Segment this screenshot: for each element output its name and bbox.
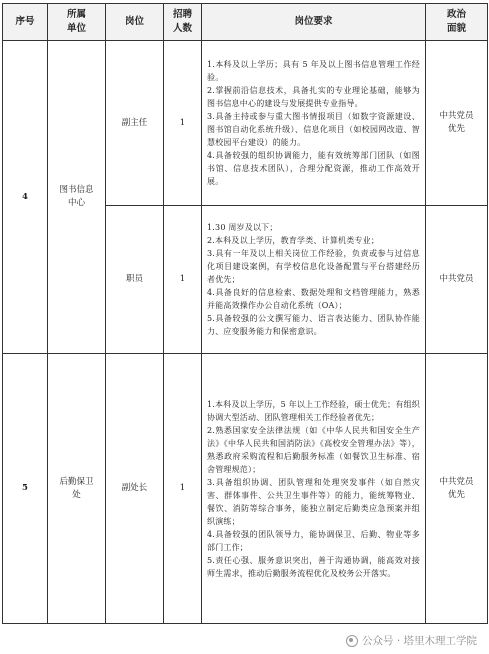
- watermark-text: 公众号 · 塔里木理工学院: [361, 635, 477, 647]
- row-seq: 5: [3, 354, 48, 624]
- table-row: [3, 354, 488, 624]
- requirement-item: 2.掌握前沿信息技术，具备扎实的专业理论基础，能够为图书信息中心的建设与发展提供专业指导。: [207, 86, 420, 108]
- requirement-item: 5.责任心强、服务意识突出，善于沟通协调，能高效对接师生需求，推动后勤服务流程优化及校务公开落实。: [207, 555, 420, 578]
- row-seq: 4: [3, 41, 48, 354]
- requirement-item: 3.具备组织协调、团队管理和处理突发事件（如自然灾害、群体事件、公共卫生事件等）的能力，能统筹物业、餐饮、消防等综合事务，能独立制定后勤类应急预案并组织演练；: [207, 477, 420, 526]
- requirement-item: 1.本科及以上学历，5 年以上工作经验，硕士优先；有组织协调大型活动、团队管理相关工作经验者优先；: [207, 399, 420, 422]
- requirement-item: 3.具有一年及以上相关岗位工作经验，负责或参与过信息化项目建设案例，有学校信息化设备配置与平台搭建经历者优先；: [207, 249, 420, 284]
- requirement-item: 1.30 周岁及以下；: [207, 223, 278, 232]
- header-politics: 政治 面貌: [426, 4, 488, 41]
- row-politics: 中共党员: [426, 206, 488, 354]
- header-count: 招聘 人数: [164, 4, 202, 41]
- row-requirements: [202, 206, 426, 354]
- header-position: 岗位: [106, 4, 164, 41]
- requirement-item: 2.本科及以上学历，教育学类、计算机类专业；: [207, 236, 380, 245]
- table-header-row: [3, 4, 488, 41]
- wechat-public-account-icon: [346, 635, 358, 647]
- row-unit: 后勤保卫 处: [48, 354, 106, 624]
- row-position: 副处长: [106, 354, 164, 624]
- row-requirements: [202, 354, 426, 624]
- row-count: 1: [164, 41, 202, 206]
- row-count: 1: [164, 354, 202, 624]
- requirement-item: 2.熟悉国家安全法律法规（如《中华人民共和国安全生产法》《中华人民共和国消防法》《高校安全管理办法》等），熟悉政府采购流程和后勤服务标准（如餐饮卫生标准、宿舍管理规范）；: [207, 425, 420, 474]
- requirement-item: 4.具备较强的组织协调能力，能有效统筹部门团队（如图书馆、信息技术团队），合理分配资源，推动工作高效开展。: [207, 151, 420, 186]
- requirement-item: 5.具备较强的公文撰写能力、语言表达能力、团队协作能力、应变服务能力和保密意识。: [207, 314, 420, 336]
- header-seq: 序号: [3, 4, 48, 41]
- requirement-item: 4.具备较强的团队领导力，能协调保卫、后勤、物业等多部门工作；: [207, 529, 420, 552]
- requirement-item: 1.本科及以上学历；具有 5 年及以上图书信息管理工作经验。: [207, 60, 420, 82]
- row-position: 职员: [106, 206, 164, 354]
- row-politics: 中共党员 优先: [426, 41, 488, 206]
- recruitment-table: [2, 3, 488, 624]
- header-requirements: 岗位要求: [202, 4, 426, 41]
- requirement-item: 3.具备主持或参与重大图书情报项目（如数字资源建设、图书馆自动化系统升级）、信息化项目（如校园网改造、智慧校园平台建设）的能力。: [207, 112, 420, 147]
- row-position: 副主任: [106, 41, 164, 206]
- row-requirements: [202, 41, 426, 206]
- row-unit: 图书信息 中心: [48, 41, 106, 354]
- wechat-watermark: [346, 633, 477, 648]
- row-politics: 中共党员 优先: [426, 354, 488, 624]
- header-unit: 所属 单位: [48, 4, 106, 41]
- table-row: [3, 41, 488, 206]
- row-count: 1: [164, 206, 202, 354]
- requirement-item: 4.具备良好的信息检索、数据处理和文档管理能力，熟悉并能高效操作办公自动化系统（OA）；: [207, 288, 420, 310]
